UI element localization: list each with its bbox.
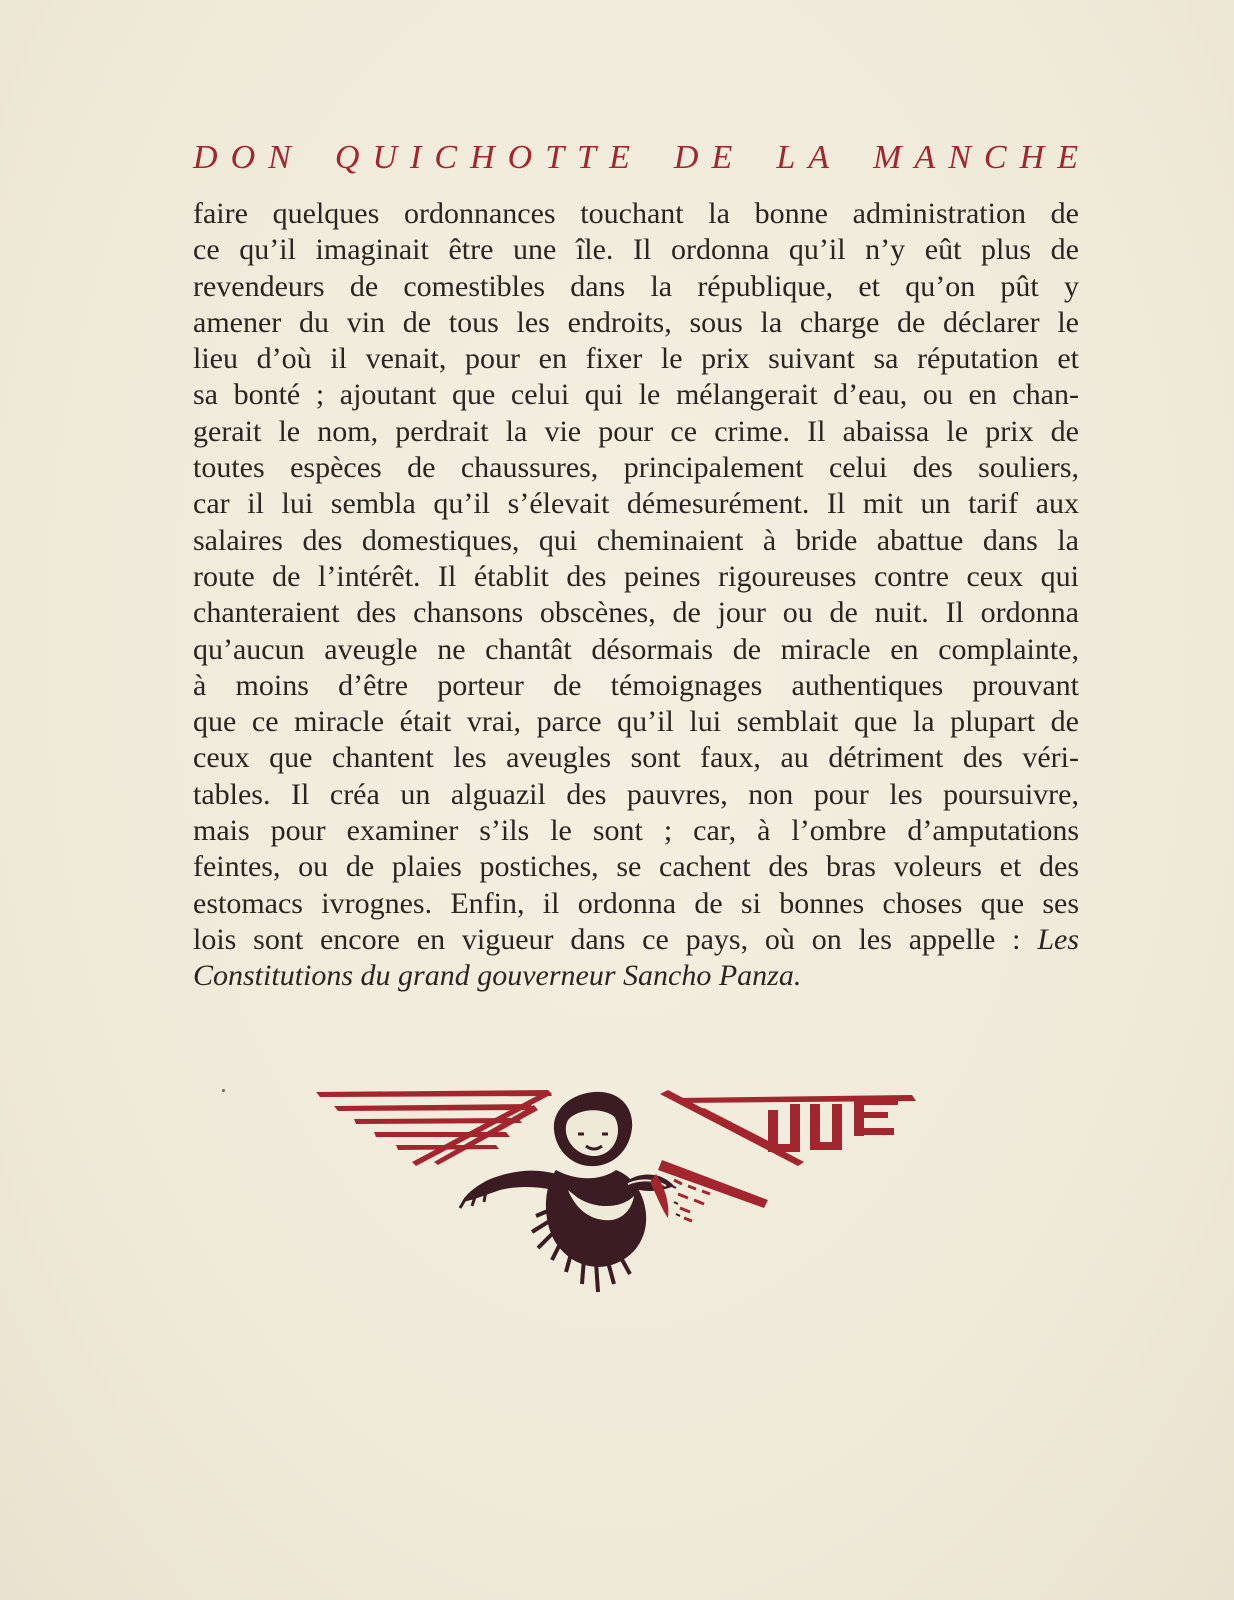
text-line: sa bonté ; ajoutant que celui qui le mélangerait d’eau, ou en chan- (193, 378, 1079, 412)
winged-cherub-vignette-icon (316, 1090, 932, 1300)
text-line: car il lui sembla qu’il s’élevait démesurément. Il mit un tarif aux (193, 487, 1079, 521)
text-line: faire quelques ordonnances touchant la bonne administration de (193, 197, 1079, 230)
paper-speck (222, 1089, 225, 1092)
text-line: amener du vin de tous les endroits, sous la charge de déclarer le (193, 305, 1079, 339)
scroll-banner (650, 1160, 768, 1221)
text-line: ceux que chantent les aveugles sont faux, au détriment des véri- (193, 741, 1079, 775)
running-head-letter: E (1057, 139, 1078, 176)
text-line: estomacs ivrognes. Enfin, il ordonna de si bonnes choses que ses (193, 886, 1079, 920)
text-line: tables. Il créa un alguazil des pauvres, non pour les poursuivre, (193, 777, 1079, 811)
running-head-space (745, 136, 763, 180)
text-line: ce qu’il imaginait être une île. Il ordonna qu’il n’y eût plus de (193, 233, 1079, 267)
running-head-letter: Q (334, 139, 360, 176)
running-head-letter: L (776, 139, 796, 176)
running-head-letter: D (193, 139, 218, 176)
running-head-letter: U (372, 139, 398, 176)
running-head-letter: E (711, 139, 733, 176)
left-wing (316, 1090, 552, 1166)
text-line: qu’aucun aveugle ne chantât désormais de miracle en complainte, (193, 632, 1079, 666)
running-head-space (304, 136, 322, 180)
running-head-letter: O (230, 139, 256, 176)
running-head-letter: E (609, 139, 630, 176)
running-head-letter: N (268, 139, 291, 176)
running-head-letter: C (983, 139, 1007, 176)
text-line: toutes espèces de chaussures, principalement celui des souliers, (193, 451, 1079, 485)
text-line: gerait le nom, perdrait la vie pour ce crime. Il abaissa le prix de (193, 414, 1079, 448)
running-head-letter: H (470, 139, 495, 176)
running-head-letter: N (948, 139, 971, 176)
running-head-letter: O (507, 139, 533, 176)
text-line: que ce miracle était vrai, parce qu’il lui semblait que la plupart de (193, 705, 1079, 739)
running-head-letter: M (873, 139, 902, 176)
text-roman: lois sont encore en vigueur dans ce pays, où on les appelle : (193, 922, 1021, 956)
text-line: mais pour examiner s’ils le sont ; car, à l’ombre d’amputations (193, 814, 1079, 848)
running-head-letter: C (434, 139, 458, 176)
text-line: route de l’intérêt. Il établit des peines rigoureuses contre ceux qui (193, 559, 1079, 593)
running-head-space (643, 136, 661, 180)
text-line: à moins d’être porteur de témoignages authentiques prouvant (193, 668, 1079, 702)
running-head-letter: T (545, 139, 565, 176)
running-head-letter: I (410, 139, 422, 176)
running-head-letter: D (673, 139, 699, 176)
running-head-letter: H (1019, 139, 1045, 176)
text-line: lieu d’où il venait, pour en fixer le prix suivant sa réputation et (193, 342, 1079, 376)
text-line: salaires des domestiques, qui cheminaient à bride abattue dans la (193, 523, 1079, 557)
body-text (193, 196, 1079, 995)
text-line-italic: Constitutions du grand gouverneur Sancho Panza. (193, 959, 802, 993)
running-head-space (842, 136, 860, 180)
right-wing (660, 1090, 916, 1166)
running-head (193, 136, 1078, 180)
text-line: chanteraient des chansons obscènes, de jour ou de nuit. Il ordonna (193, 596, 1079, 630)
text-line: feintes, ou de plaies postiches, se cachent des bras voleurs et des (193, 850, 1079, 884)
text-line: revendeurs de comestibles dans la république, et qu’on pût y (193, 269, 1079, 303)
text-line-mixed (193, 922, 1079, 958)
running-head-letter: T (577, 139, 597, 176)
running-head-letter: A (914, 139, 936, 176)
running-head-letter: A (808, 139, 830, 176)
text-italic: Les (1037, 922, 1080, 956)
